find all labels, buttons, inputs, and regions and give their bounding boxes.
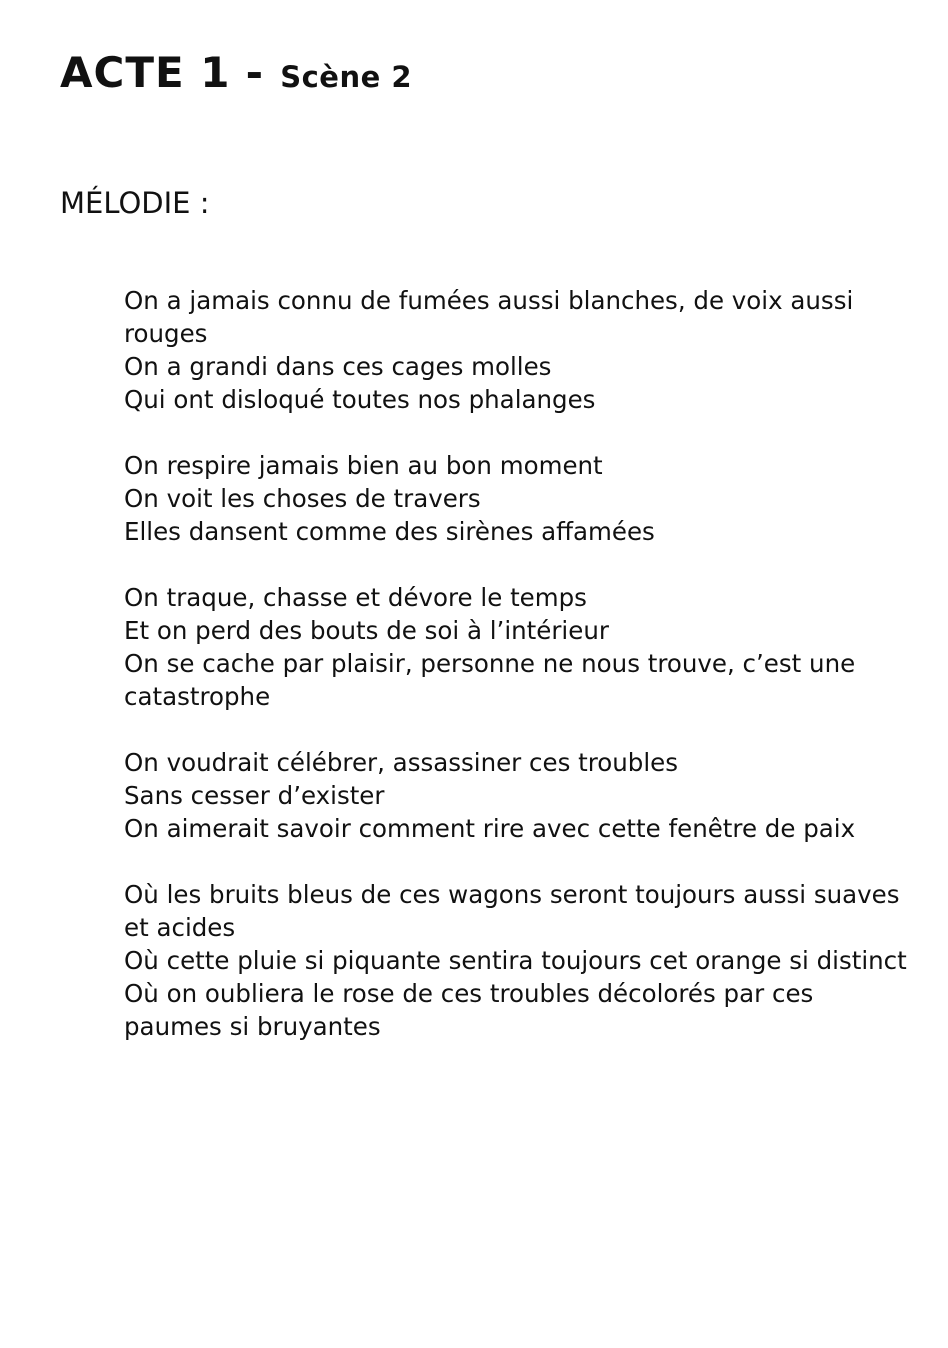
scene-title: Scène 2 [280, 60, 413, 94]
act-scene-heading [60, 48, 413, 97]
poem [124, 284, 914, 1076]
poem-line: On a jamais connu de fumées aussi blanches, de voix aussi rouges [124, 286, 854, 348]
poem-line: On traque, chasse et dévore le temps [124, 583, 587, 612]
poem-line: On respire jamais bien au bon moment [124, 451, 603, 480]
stanza-1 [124, 284, 914, 416]
poem-line: On voit les choses de travers [124, 484, 481, 513]
poem-line: On voudrait célébrer, assassiner ces troubles [124, 748, 678, 777]
poem-line: Elles dansent comme des sirènes affamées [124, 517, 655, 546]
poem-line: Sans cesser d’exister [124, 781, 385, 810]
stanza-3 [124, 581, 914, 713]
section-title: MÉLODIE : [60, 186, 210, 220]
poem-line: On a grandi dans ces cages molles [124, 352, 552, 381]
poem-line: Où les bruits bleus de ces wagons seront toujours aussi suaves et acides [124, 880, 900, 942]
heading-separator: - [245, 48, 264, 97]
stanza-5 [124, 878, 914, 1043]
poem-line: Où cette pluie si piquante sentira toujours cet orange si distinct [124, 946, 907, 975]
poem-line: On aimerait savoir comment rire avec cette fenêtre de paix [124, 814, 856, 843]
stanza-4 [124, 746, 914, 845]
poem-line: Où on oubliera le rose de ces troubles décolorés par ces paumes si bruyantes [124, 979, 814, 1041]
act-title: ACTE 1 [60, 48, 231, 97]
poem-line: Et on perd des bouts de soi à l’intérieur [124, 616, 609, 645]
poem-line: On se cache par plaisir, personne ne nous trouve, c’est une catastrophe [124, 649, 856, 711]
poem-line: Qui ont disloqué toutes nos phalanges [124, 385, 596, 414]
stanza-2 [124, 449, 914, 548]
